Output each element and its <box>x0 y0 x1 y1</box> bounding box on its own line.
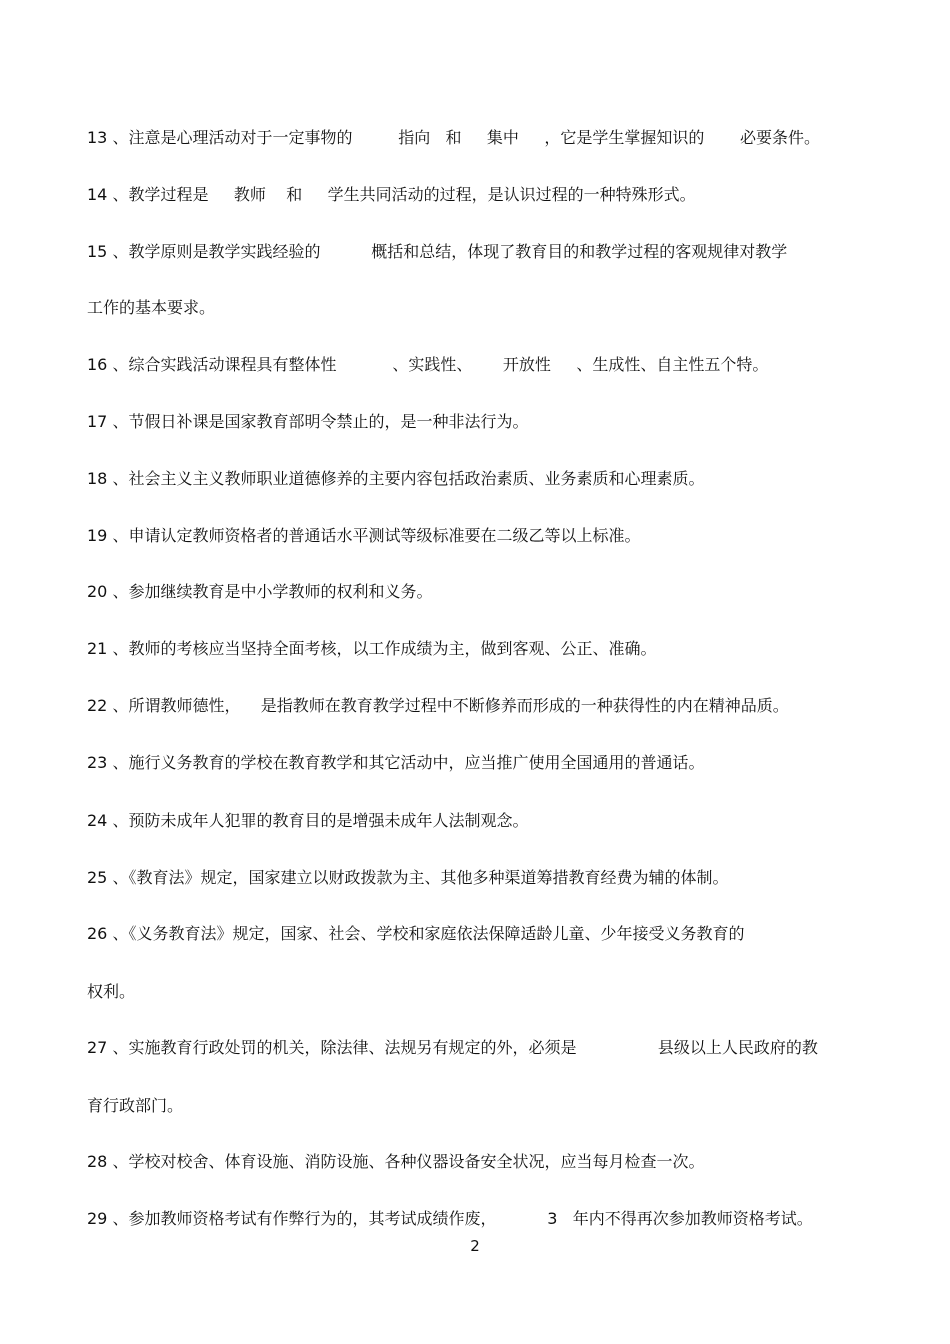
text-line: 21 、教师的考核应当坚持全面考核，以工作成绩为主，做到客观、公正、准确。 <box>87 639 657 658</box>
text-line: 育行政部门。 <box>87 1096 184 1115</box>
text-line: 25 、《教育法》规定，国家建立以财政拨款为主、其他多种渠道筹措教育经费为辅的体制。 <box>87 868 729 887</box>
text-line: 19 、申请认定教师资格者的普通话水平测试等级标准要在二级乙等以上标准。 <box>87 526 641 545</box>
text-line: 22 、所谓教师德性， 是指教师在教育教学过程中不断修养而形成的一种获得性的内在精神品质。 <box>87 696 789 715</box>
text-line: 24 、预防未成年人犯罪的教育目的是增强未成年人法制观念。 <box>87 811 529 830</box>
page-number: 2 <box>470 1237 480 1255</box>
text-line: 16 、综合实践活动课程具有整体性 、实践性、 开放性 、生成性、自主性五个特。 <box>87 355 769 374</box>
text-line: 18 、社会主义主义教师职业道德修养的主要内容包括政治素质、业务素质和心理素质。 <box>87 469 705 488</box>
text-line: 28 、学校对校舍、体育设施、消防设施、各种仪器设备安全状况，应当每月检查一次。 <box>87 1152 705 1171</box>
text-line: 工作的基本要求。 <box>87 298 216 317</box>
text-line: 27 、实施教育行政处罚的机关，除法律、法规另有规定的外，必须是 县级以上人民政府的教 <box>87 1038 818 1057</box>
text-line: 23 、施行义务教育的学校在教育教学和其它活动中，应当推广使用全国通用的普通话。 <box>87 753 705 772</box>
text-line: 15 、教学原则是教学实践经验的 概括和总结，体现了教育目的和教学过程的客观规律对教学 <box>87 242 788 261</box>
text-line: 26 、《义务教育法》规定，国家、社会、学校和家庭依法保障适龄儿童、少年接受义务教育的 <box>87 924 745 943</box>
text-line: 20 、参加继续教育是中小学教师的权利和义务。 <box>87 582 433 601</box>
text-line: 29 、参加教师资格考试有作弊行为的，其考试成绩作废， 3 年内不得再次参加教师资格考试。 <box>87 1209 813 1228</box>
text-line: 权利。 <box>87 982 136 1001</box>
text-line: 13 、注意是心理活动对于一定事物的 指向 和 集中 ，它是学生掌握知识的 必要条件。 <box>87 128 820 147</box>
text-line: 17 、节假日补课是国家教育部明令禁止的，是一种非法行为。 <box>87 412 529 431</box>
text-line: 14 、教学过程是 教师 和 学生共同活动的过程，是认识过程的一种特殊形式。 <box>87 185 696 204</box>
